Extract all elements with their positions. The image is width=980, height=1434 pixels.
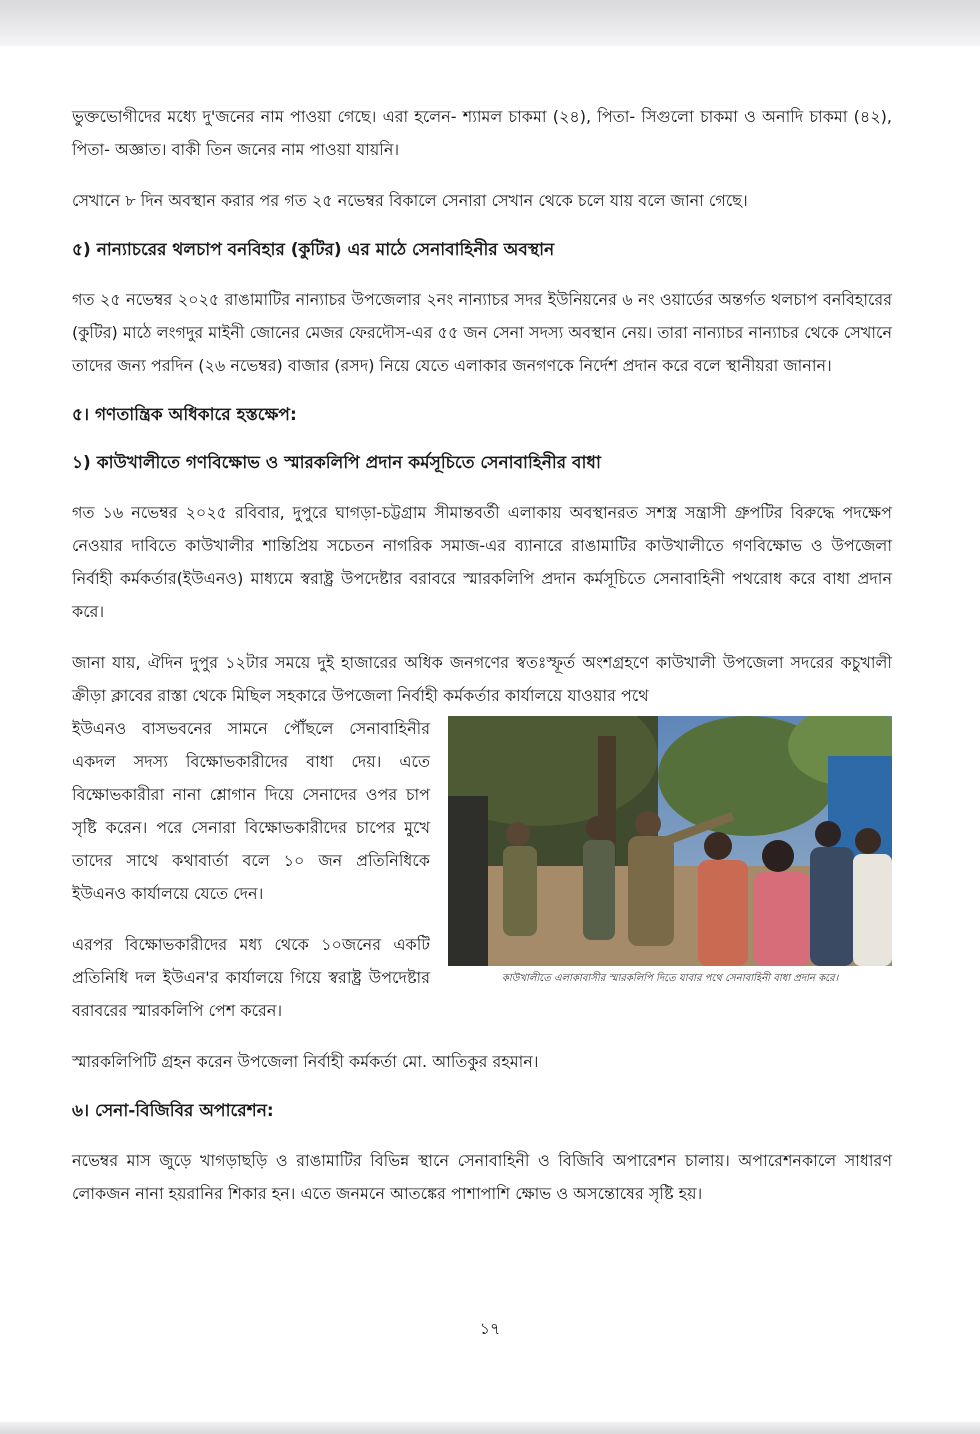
- soldiers-blocking-protesters-photo: [448, 716, 892, 966]
- heading-naniachar-camp: ৫) নান্যাচরের থলচাপ বনবিহার (কুটির) এর মাঠে সেনাবাহিনীর অবস্থান: [72, 240, 555, 260]
- paragraph-naniachar: গত ২৫ নভেম্বর ২০২৫ রাঙামাটির নান্যাচর উপজেলার ২নং নান্যাচর সদর ইউনিয়নের ৬ নং ওয়ার্ডের অন্তর্গত থলচাপ বনবিহারের (কুটির) মাঠে লংগদুর মাইনী জোনের মেজর ফেরদৌস-এর ৫৫ জন সেনা সদস্য অবস্থান নেয়। তারা নান্যাচর নান্যাচর থেকে সেখানে তাদের জন্য পরদিন (২৬ নভেম্বর) বাজার (রসদ) নিয়ে যেতে এলাকার জনগণকে নির্দেশ প্রদান করে বলে স্থানীয়রা জানান।: [72, 290, 892, 375]
- top-shadow-band: [0, 0, 980, 46]
- photo-caption: কাউখালীতে এলাকাবাসীর স্মারকলিপি দিতে যাবার পথে সেনাবাহিনী বাধা প্রদান করে।: [501, 973, 839, 984]
- paragraph-army-left: সেখানে ৮ দিন অবস্থান করার পর গত ২৫ নভেম্বর বিকালে সেনারা সেখান থেকে চলে যায় বলে জানা গেছে।: [72, 191, 748, 210]
- heading-kawkhali-protest: ১) কাউখালীতে গণবিক্ষোভ ও স্মারকলিপি প্রদান কর্মসূচিতে সেনাবাহিনীর বাধা: [72, 453, 601, 473]
- paragraph-operations: নভেম্বর মাস জুড়ে খাগড়াছড়ি ও রাঙামাটির বিভিন্ন স্থানে সেনাবাহিনী ও বিজিবি অপারেশন চালায়। অপারেশনকালে সাধারণ লোকজন নানা হয়রানির শিকার হন। এতে জনমনে আতঙ্কের পাশাপাশি ক্ষোভ ও অসন্তোষের সৃষ্টি হয়।: [72, 1151, 892, 1203]
- bottom-shadow-band: [0, 1422, 980, 1434]
- paragraph-memorandum-received: স্মারকলিপিটি গ্রহন করেন উপজেলা নির্বাহী কর্মকর্তা মো. আতিকুর রহমান।: [72, 1052, 539, 1071]
- heading-army-bgb-operation: ৬। সেনা-বিজিবির অপারেশন:: [72, 1101, 274, 1121]
- paragraph-blocked: ইউএনও বাসভবনের সামনে পৌঁছলে সেনাবাহিনীর একদল সদস্য বিক্ষোভকারীদের বাধা দেয়। এতে বিক্ষোভকারীরা নানা শ্লোগান দিয়ে সেনাদের ওপর চাপ সৃষ্টি করেন। পরে সেনারা বিক্ষোভকারীদের চাপের মুখে তাদের সাথে কথাবার্তা বলে ১০ জন প্রতিনিধিকে ইউএনও কার্যালয়ে যেতে দেন।: [72, 719, 430, 903]
- paragraph-kawkhali-protest: গত ১৬ নভেম্বর ২০২৫ রবিবার, দুপুরে ঘাগড়া-চট্টগ্রাম সীমান্তবর্তী এলাকায় অবস্থানরত সশস্ত্র সন্ত্রাসী গ্রুপটির বিরুদ্ধে পদক্ষেপ নেওয়ার দাবিতে কাউখালীর শান্তিপ্রিয় সচেতন নাগরিক সমাজ-এর ব্যানারে রাঙামাটির কাউখালীতে গণবিক্ষোভ ও উপজেলা নির্বাহী কর্মকর্তার(ইউএনও) মাধ্যমে স্বরাষ্ট্র উপদেষ্টার বরাবরে স্মারকলিপি প্রদান কর্মসূচিতে সেনাবাহিনী পথরোধ করে বাধা প্রদান করে।: [72, 503, 892, 621]
- photo-wrap-block: [72, 712, 892, 1027]
- paragraph-rally: জানা যায়, ঐদিন দুপুর ১২টার সময়ে দুই হাজারের অধিক জনগণের স্বতঃস্ফূর্ত অংশগ্রহণে কাউখালী উপজেলা সদরের কচুখালী ক্রীড়া ক্লাবের রাস্তা থেকে মিছিল সহকারে উপজেলা নির্বাহী কর্মকর্তার কার্যালয়ে যাওয়ার পথে: [72, 653, 892, 705]
- heading-democratic-rights: ৫। গণতান্ত্রিক অধিকারে হস্তক্ষেপ:: [72, 405, 297, 425]
- news-photo-figure: [448, 716, 892, 986]
- page-number: ১৭: [479, 1319, 501, 1338]
- document-page: [72, 100, 892, 1228]
- paragraph-delegation: এরপর বিক্ষোভকারীদের মধ্য থেকে ১০জনের একটি প্রতিনিধি দল ইউএন'র কার্যালয়ে গিয়ে স্বরাষ্ট্র উপদেষ্টার বরাবরের স্মারকলিপি পেশ করেন।: [72, 935, 430, 1020]
- paragraph-victims: ভুক্তভোগীদের মধ্যে দু'জনের নাম পাওয়া গেছে। এরা হলেন- শ্যামল চাকমা (২৪), পিতা- সিগুলো চাকমা ও অনাদি চাকমা (৪২), পিতা- অজ্ঞাত। বাকী তিন জনের নাম পাওয়া যায়নি।: [72, 107, 892, 159]
